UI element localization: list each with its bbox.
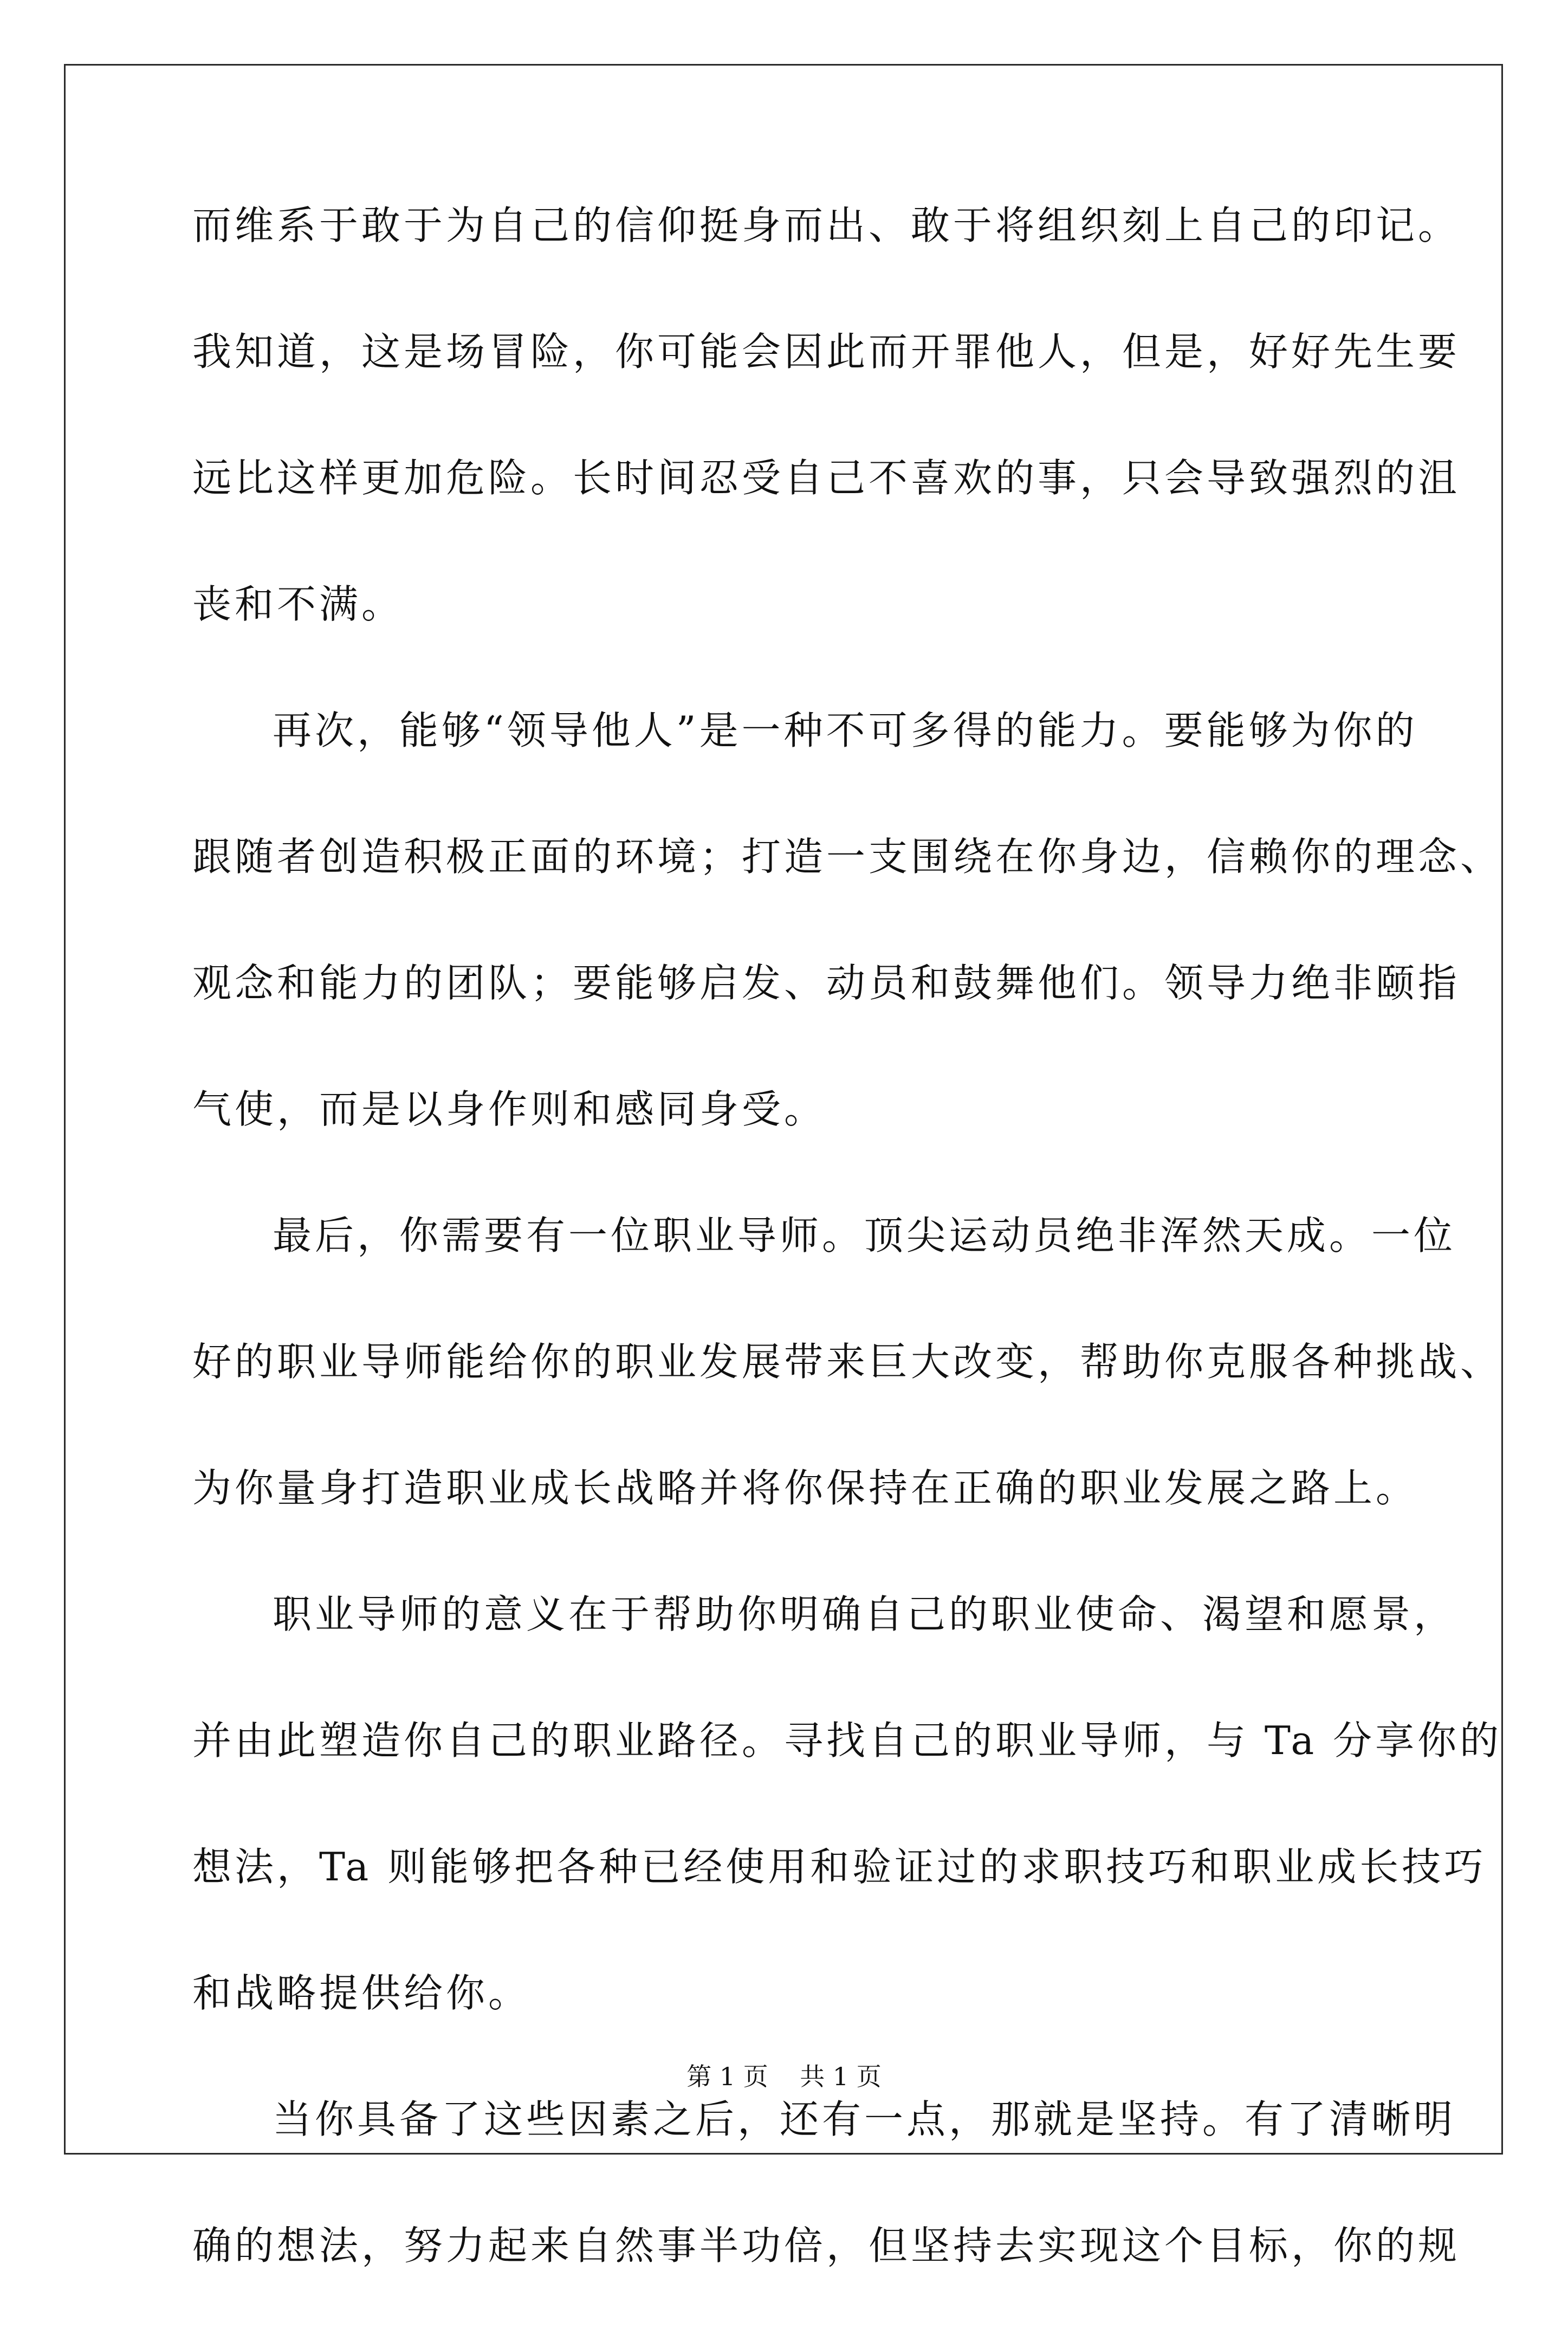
text-line-5: 再次，能够“领导他人”是一种不可多得的能力。要能够为你的 [273,708,1418,753]
text-line-16: 当你具备了这些因素之后，还有一点，那就是坚持。有了清晰明 [273,2097,1456,2142]
text-line-2: 我知道，这是场冒险，你可能会因此而开罪他人，但是，好好先生要 [192,329,1461,374]
text-line-13: 并由此塑造你自己的职业路径。寻找自己的职业导师，与 Ta 分享你的 [192,1718,1502,1763]
page-footer: 第 1 页 共 1 页 [686,2062,882,2091]
text-line-9: 最后，你需要有一位职业导师。顶尖运动员绝非浑然天成。一位 [273,1213,1456,1258]
text-line-6: 跟随者创造积极正面的环境；打造一支围绕在你身边，信赖你的理念、 [192,834,1503,879]
text-line-15: 和战略提供给你。 [192,1970,531,2016]
text-line-10: 好的职业导师能给你的职业发展带来巨大改变，帮助你克服各种挑战、 [192,1339,1503,1385]
text-line-1: 而维系于敢于为自己的信仰挺身而出、敢于将组织刻上自己的印记。 [192,203,1461,248]
text-line-17: 确的想法，努力起来自然事半功倍，但坚持去实现这个目标，你的规 [192,2223,1461,2268]
document-body [192,202,1503,2348]
text-line-4: 丧和不满。 [192,581,404,627]
text-line-12: 职业导师的意义在于帮助你明确自己的职业使命、渴望和愿景， [273,1592,1456,1637]
text-line-8: 气使，而是以身作则和感同身受。 [192,1086,827,1132]
text-line-3: 远比这样更加危险。长时间忍受自己不喜欢的事，只会导致强烈的沮 [192,455,1461,501]
text-line-11: 为你量身打造职业成长战略并将你保持在正确的职业发展之路上。 [192,1465,1418,1511]
text-line-14: 想法，Ta 则能够把各种已经使用和验证过的求职技巧和职业成长技巧 [192,1844,1487,1890]
text-line-7: 观念和能力的团队；要能够启发、动员和鼓舞他们。领导力绝非颐指 [192,960,1461,1006]
